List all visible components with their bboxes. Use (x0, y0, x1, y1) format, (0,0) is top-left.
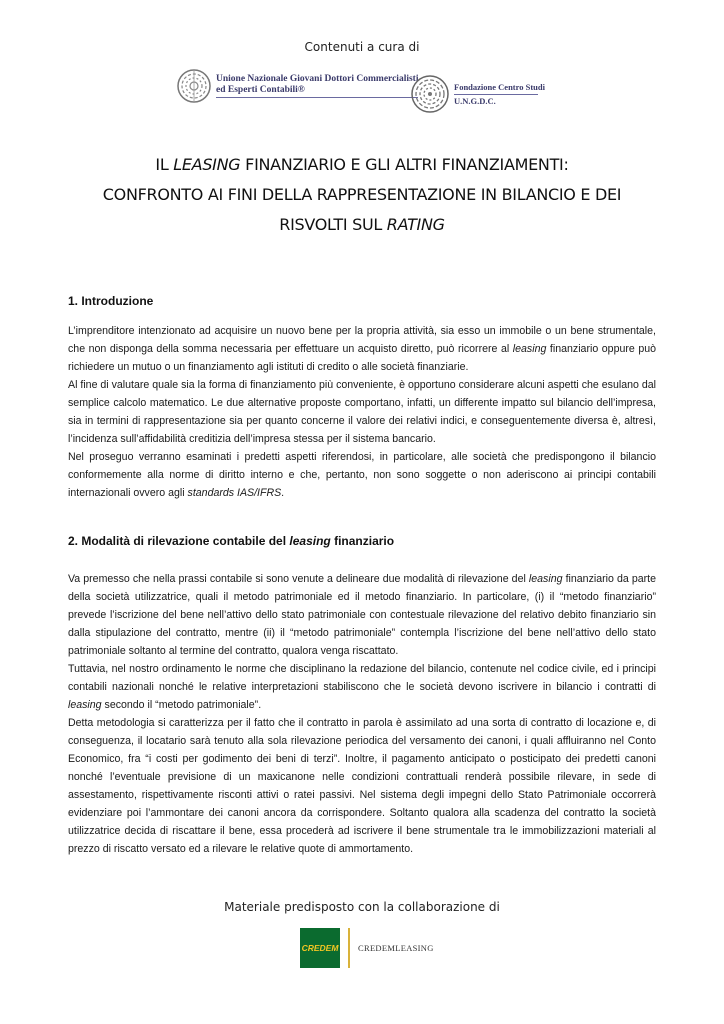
footer-caption: Materiale predisposto con la collaborazione di (224, 900, 500, 914)
credem-logo (300, 928, 434, 968)
fondazione-logo-line2: U.N.G.D.C. (454, 95, 496, 106)
section1-paragraphs (68, 322, 656, 502)
section2-heading: 2. Modalità di rilevazione contabile del leasing finanziario (68, 534, 395, 548)
title-line1: IL LEASING FINANZIARIO E GLI ALTRI FINANZIAMENTI: (155, 155, 569, 174)
title-line3: RISVOLTI SUL RATING (279, 215, 445, 234)
credem-logo-divider (348, 928, 350, 968)
section1-paragraph-2: Al fine di valutare quale sia la forma di finanziamento più conveniente, è opportuno considerare alcuni aspetti che esulano dal semplice calcolo matematico. Le due alternative proposte comportano, infatti, un differente impatto sul bilancio dell’impresa, sia in termini di rappresentazione sia per quanto concerne il valore dei relativi indici, e conseguentemente diversa è, altresì, l’incidenza sull’affidabilità creditizia dell’impresa stessa per il sistema bancario. (68, 379, 656, 445)
fondazione-logo-line1: Fondazione Centro Studi (454, 81, 545, 92)
fondazione-logo (410, 74, 545, 114)
header-logos (0, 66, 724, 126)
ungdc-logo-line1: Unione Nazionale Giovani Dottori Commercialisti (216, 74, 419, 84)
credem-logo-text: CREDEM (301, 943, 339, 953)
ungdc-logo (176, 68, 418, 104)
ungdc-emblem-icon (176, 68, 212, 104)
ungdc-logo-line2: ed Esperti Contabili® (216, 85, 305, 95)
section1-paragraph-3: Nel proseguo verranno esaminati i predetti aspetti riferendosi, in particolare, alle società che predispongono il bilancio conformemente alla norme di diritto interno e che, pertanto, non sono soggette o non aderiscono ai principi contabili internazionali ovvero agli standards IAS/IFRS. (68, 451, 656, 499)
credemleasing-label: CREDEMLEASING (358, 943, 434, 953)
fondazione-logo-rule (454, 94, 538, 95)
section2-paragraph-1: Va premesso che nella prassi contabile si sono venute a delineare due modalità di rilevazione del leasing finanziario da parte della società utilizzatrice, quali il metodo patrimoniale ed il metodo finanziario. In particolare, (i) il “metodo finanziario” prevede l’iscrizione del bene nell’attivo dello stato patrimoniale con contestuale rilevazione del relativo debito finanziario sin dalla stipulazione del contratto, mentre (ii) il “metodo patrimoniale” contempla l’iscrizione del bene nell’attivo dello stato patrimoniale soltanto al termine del contratto, qualora venga riscattato. (68, 573, 656, 657)
header-caption: Contenuti a cura di (304, 40, 420, 54)
fondazione-emblem-icon (410, 74, 450, 114)
section1-heading: 1. Introduzione (68, 294, 154, 308)
section1-paragraph-1: L’imprenditore intenzionato ad acquisire un nuovo bene per la propria attività, sia esso un immobile o un bene strumentale, che non disponga della somma necessaria per effettuare un acquisto diretto, può ricorrere al leasing finanziario oppure può richiedere un mutuo o un finanziamento agli istituti di credito o alle società finanziarie. (68, 325, 657, 373)
title-line2: CONFRONTO AI FINI DELLA RAPPRESENTAZIONE IN BILANCIO E DEI (102, 185, 622, 204)
section2-paragraph-2: Tuttavia, nel nostro ordinamento le norme che disciplinano la redazione del bilancio, contenute nel codice civile, ed i principi contabili nazionali nonché le relative interpretazioni stabiliscono che le società devono iscrivere in bilancio i contratti di leasing secondo il “metodo patrimoniale”. (68, 663, 656, 711)
section2-paragraph-3: Detta metodologia si caratterizza per il fatto che il contratto in parola è assimilato ad una sorta di contratto di locazione e, di conseguenza, il locatario sarà tenuto alla sola rilevazione periodica del versamento dei canoni, i quali affluiranno nel Conto Economico, fra “i costi per godimento dei beni di terzi”. Inoltre, il pagamento anticipato o posticipato dei predetti canoni nonché l’eventuale previsione di un maxicanone nelle condizioni contrattuali renderà possibile rilevare, in sede di assestamento, rispettivamente risconti attivi o ratei passivi. Nel sistema degli impegni dello Stato Patrimoniale occorrerà evidenziare poi l’ammontare dei canoni ancora da corrispondere. Soltanto qualora alla scadenza del contratto la società utilizzatrice decida di riscattare il bene, essa procederà ad iscrivere il bene strumentale tra le immobilizzazioni materiali al prezzo di riscatto versato ed a rilevare le relative quote di ammortamento. (68, 717, 656, 855)
document-title (60, 150, 664, 240)
credem-logo-badge (300, 928, 340, 968)
section2-paragraphs (68, 570, 656, 858)
